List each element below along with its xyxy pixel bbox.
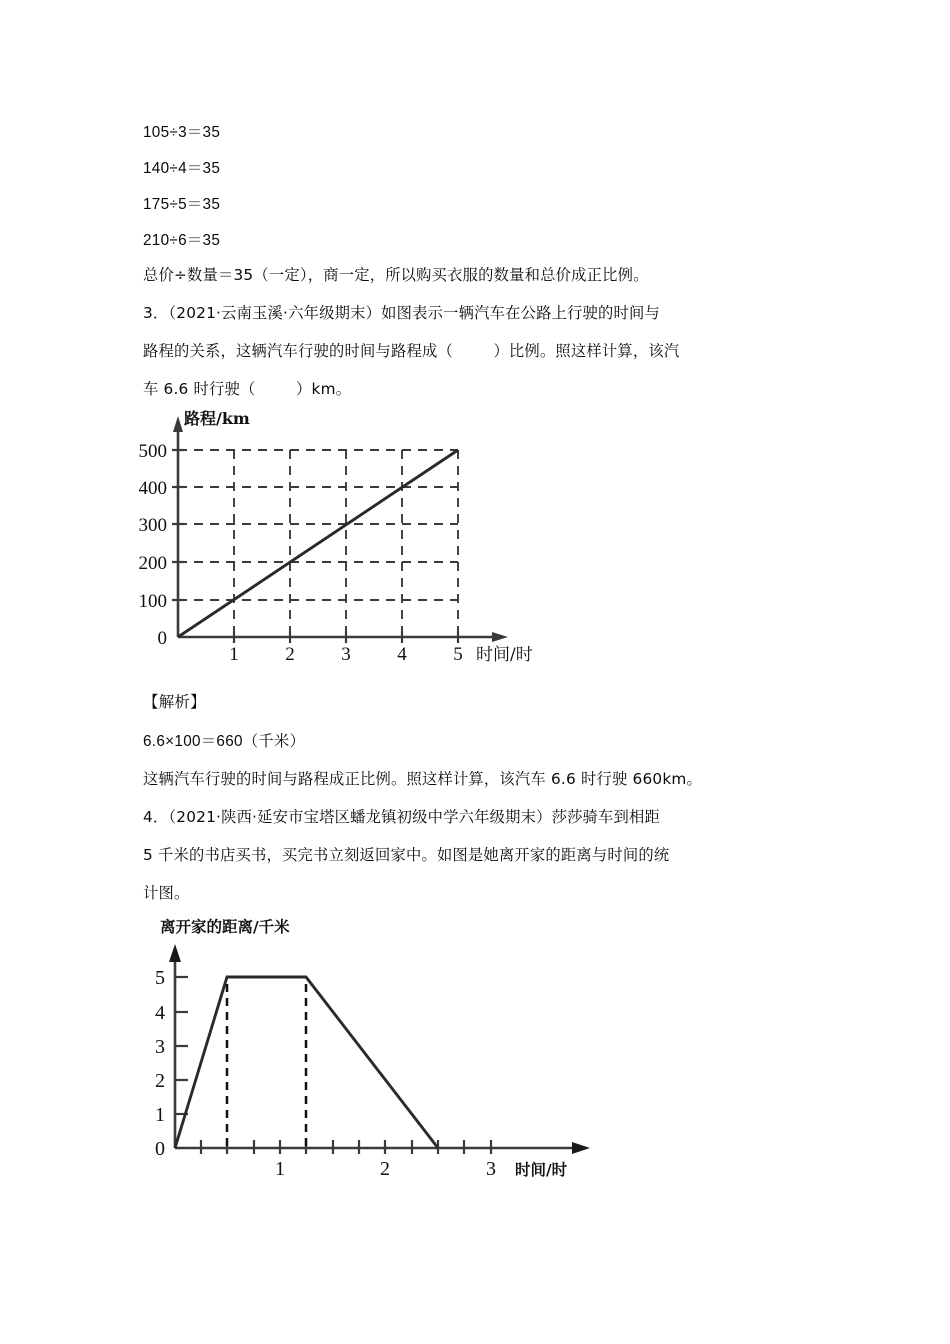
chart2-ytick-label-2: 2	[155, 1070, 165, 1092]
conclusion-question-2: 总价÷数量＝35（一定），商一定，所以购买衣服的数量和总价成正比例。	[143, 266, 649, 284]
chart2-xtick-label-3: 3	[486, 1158, 496, 1180]
chart2-ytick-label-5: 5	[155, 967, 165, 989]
chart2-ytick-label-3: 3	[155, 1036, 165, 1058]
chart1-ytick-label-200: 200	[138, 553, 167, 574]
analysis-heading: 【解析】	[143, 693, 206, 711]
question-3-line-2: 路程的关系，这辆汽车行驶的时间与路程成（ ）比例。照这样计算，该汽	[143, 342, 680, 360]
chart1-xtick-label-4: 4	[397, 644, 407, 665]
chart2-x-axis-title: 时间/时	[515, 1161, 568, 1179]
equation-line-2: 140÷4＝35	[143, 160, 221, 177]
chart1-ytick-label-400: 400	[138, 478, 167, 499]
chart1-xtick-label-2: 2	[285, 644, 295, 665]
chart1-xtick-label-3: 3	[341, 644, 351, 665]
equation-line-3: 175÷5＝35	[143, 196, 221, 213]
chart1-xtick-label-5: 5	[453, 644, 463, 665]
chart2-y-axis-arrow-icon	[169, 944, 181, 962]
chart2-xtick-label-1: 1	[275, 1158, 285, 1180]
chart2-ytick-label-1: 1	[155, 1104, 165, 1126]
chart-time-distance-car	[138, 402, 560, 665]
question-4-line-3: 计图。	[143, 884, 190, 902]
chart-distance-from-home	[140, 910, 610, 1180]
chart2-ytick-label-4: 4	[155, 1002, 165, 1024]
chart1-xtick-label-1: 1	[229, 644, 239, 665]
question-4-line-1: 4．（2021·陕西·延安市宝塔区蟠龙镇初级中学六年级期末）莎莎骑车到相距	[143, 808, 661, 826]
chart1-x-axis-title: 时间/时	[476, 645, 533, 665]
chart2-origin-label: 0	[155, 1138, 165, 1160]
chart2-y-axis-title: 离开家的距离/千米	[160, 918, 290, 936]
chart1-y-axis-title: 路程/km	[184, 409, 250, 428]
chart1-origin-label: 0	[157, 628, 167, 649]
question-4-line-2: 5 千米的书店买书，买完书立刻返回家中。如图是她离开家的距离与时间的统	[143, 846, 670, 864]
question-3-line-3: 车 6.6 时行驶（ ）km。	[143, 380, 352, 398]
chart1-ytick-label-500: 500	[138, 441, 167, 462]
analysis-calculation: 6.6×100＝660（千米）	[143, 733, 306, 750]
equation-line-1: 105÷3＝35	[143, 124, 221, 141]
analysis-explanation: 这辆汽车行驶的时间与路程成正比例。照这样计算，该汽车 6.6 时行驶 660km。	[143, 770, 702, 788]
chart2-xtick-label-2: 2	[380, 1158, 390, 1180]
chart1-data-series-line	[178, 450, 458, 637]
chart1-ytick-label-100: 100	[138, 591, 167, 612]
chart1-y-axis-arrow-icon	[173, 416, 183, 432]
question-3-line-1: 3．（2021·云南玉溪·六年级期末）如图表示一辆汽车在公路上行驶的时间与	[143, 304, 661, 322]
equation-line-4: 210÷6＝35	[143, 232, 221, 249]
chart1-x-axis-arrow-icon	[492, 632, 508, 642]
chart1-ytick-label-300: 300	[138, 515, 167, 536]
chart2-x-axis-arrow-icon	[572, 1142, 590, 1154]
